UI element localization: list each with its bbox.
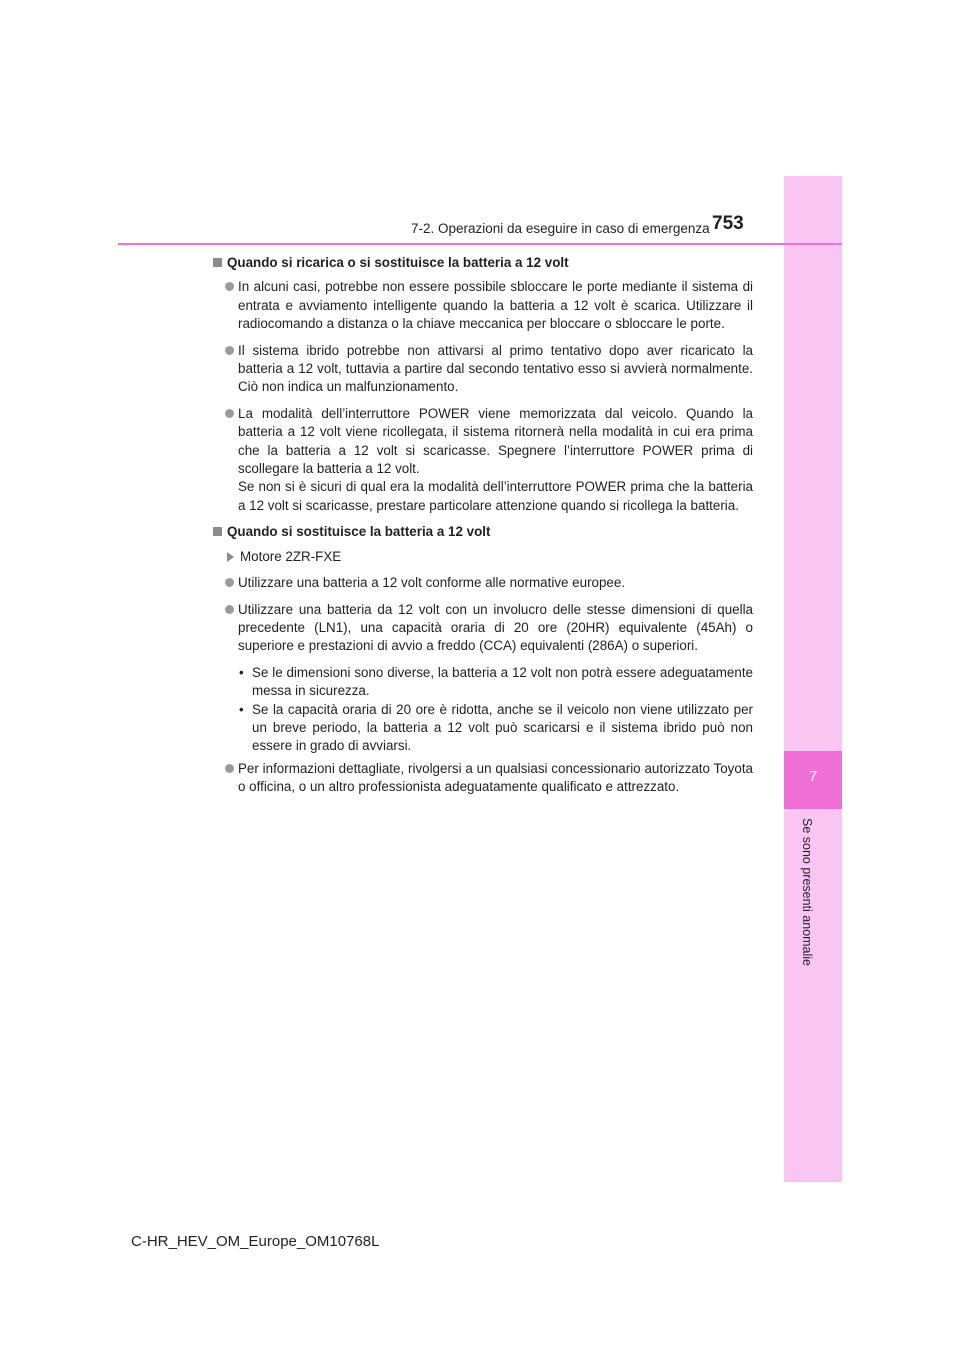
circle-bullet-icon — [225, 346, 234, 355]
paragraph: Se non si è sicuri di qual era la modalità dell’interruttore POWER prima che la batteria a 12 volt si scaricasse, prestare particolare attenzione quando si ricollega la batteria. — [238, 479, 753, 513]
section-heading: Quando si ricarica o si sostituisce la batteria a 12 volt — [211, 254, 753, 272]
note-item: • Se le dimensioni sono diverse, la batteria a 12 volt non potrà essere adeguatamente messa in sicurezza. — [239, 664, 753, 699]
chapter-title: Se sono presenti anomalie — [800, 818, 814, 967]
section-heading: Quando si sostituisce la batteria a 12 volt — [211, 523, 753, 541]
notes-list — [211, 664, 753, 756]
document-code-footer: C-HR_HEV_OM_Europe_OM10768L — [131, 1233, 380, 1250]
page-content — [211, 254, 753, 805]
circle-bullet-icon — [225, 764, 234, 773]
circle-bullet-icon — [225, 578, 234, 587]
list-item: In alcuni casi, potrebbe non essere possibile sbloccare le porte mediante il sistema di entrata e avviamento intelligente quando la batteria a 12 volt è scarica. Utilizzare il radiocomando a distanza o la chiave meccanica per bloccare o sbloccare le porte. — [211, 278, 753, 333]
small-bullet-icon: • — [239, 701, 244, 717]
page-number: 753 — [712, 213, 744, 234]
square-bullet-icon — [213, 527, 222, 536]
list-item — [211, 405, 753, 515]
chapter-number: 7 — [808, 768, 818, 785]
triangle-arrow-icon — [227, 552, 234, 562]
list-item: Il sistema ibrido potrebbe non attivarsi al primo tentativo dopo aver ricaricato la batteria a 12 volt, tuttavia a partire dal secondo tentativo esso si avvierà normalmente. Ciò non indica un malfunzionamento. — [211, 342, 753, 397]
list-item: Per informazioni dettagliate, rivolgersi a un qualsiasi concessionario autorizzato Toyota o officina, o un altro professionista adeguatamente qualificato e attrezzato. — [211, 760, 753, 797]
small-bullet-icon: • — [239, 664, 244, 680]
circle-bullet-icon — [225, 409, 234, 418]
square-bullet-icon — [213, 258, 222, 267]
chapter-side-tab — [784, 176, 842, 1182]
header-section-title: 7-2. Operazioni da eseguire in caso di emergenza — [411, 221, 710, 236]
list-item: Utilizzare una batteria da 12 volt con un involucro delle stesse dimensioni di quella precedente (LN1), una capacità oraria di 20 ore (20HR) equivalente (45Ah) o superiore e prestazioni di avvio a freddo (CCA) equivalenti (286A) o superiori. — [211, 601, 753, 656]
note-item: • Se la capacità oraria di 20 ore è ridotta, anche se il veicolo non viene utilizzato per un breve periodo, la batteria a 12 volt può scaricarsi e il sistema ibrido può non essere in grado di avviarsi. — [239, 701, 753, 754]
circle-bullet-icon — [225, 605, 234, 614]
circle-bullet-icon — [225, 282, 234, 291]
header-divider — [118, 243, 842, 245]
paragraph: La modalità dell’interruttore POWER viene memorizzata dal veicolo. Quando la batteria a 12 volt viene ricollegata, il sistema ritornerà nella modalità in cui era prima che la batteria a 12 volt si scaricasse. Spegnere l’interruttore POWER prima di scollegare la batteria a 12 volt. — [238, 405, 753, 477]
list-item: Utilizzare una batteria a 12 volt conforme alle normative europee. — [211, 574, 753, 592]
engine-label: Motore 2ZR-FXE — [211, 548, 753, 566]
